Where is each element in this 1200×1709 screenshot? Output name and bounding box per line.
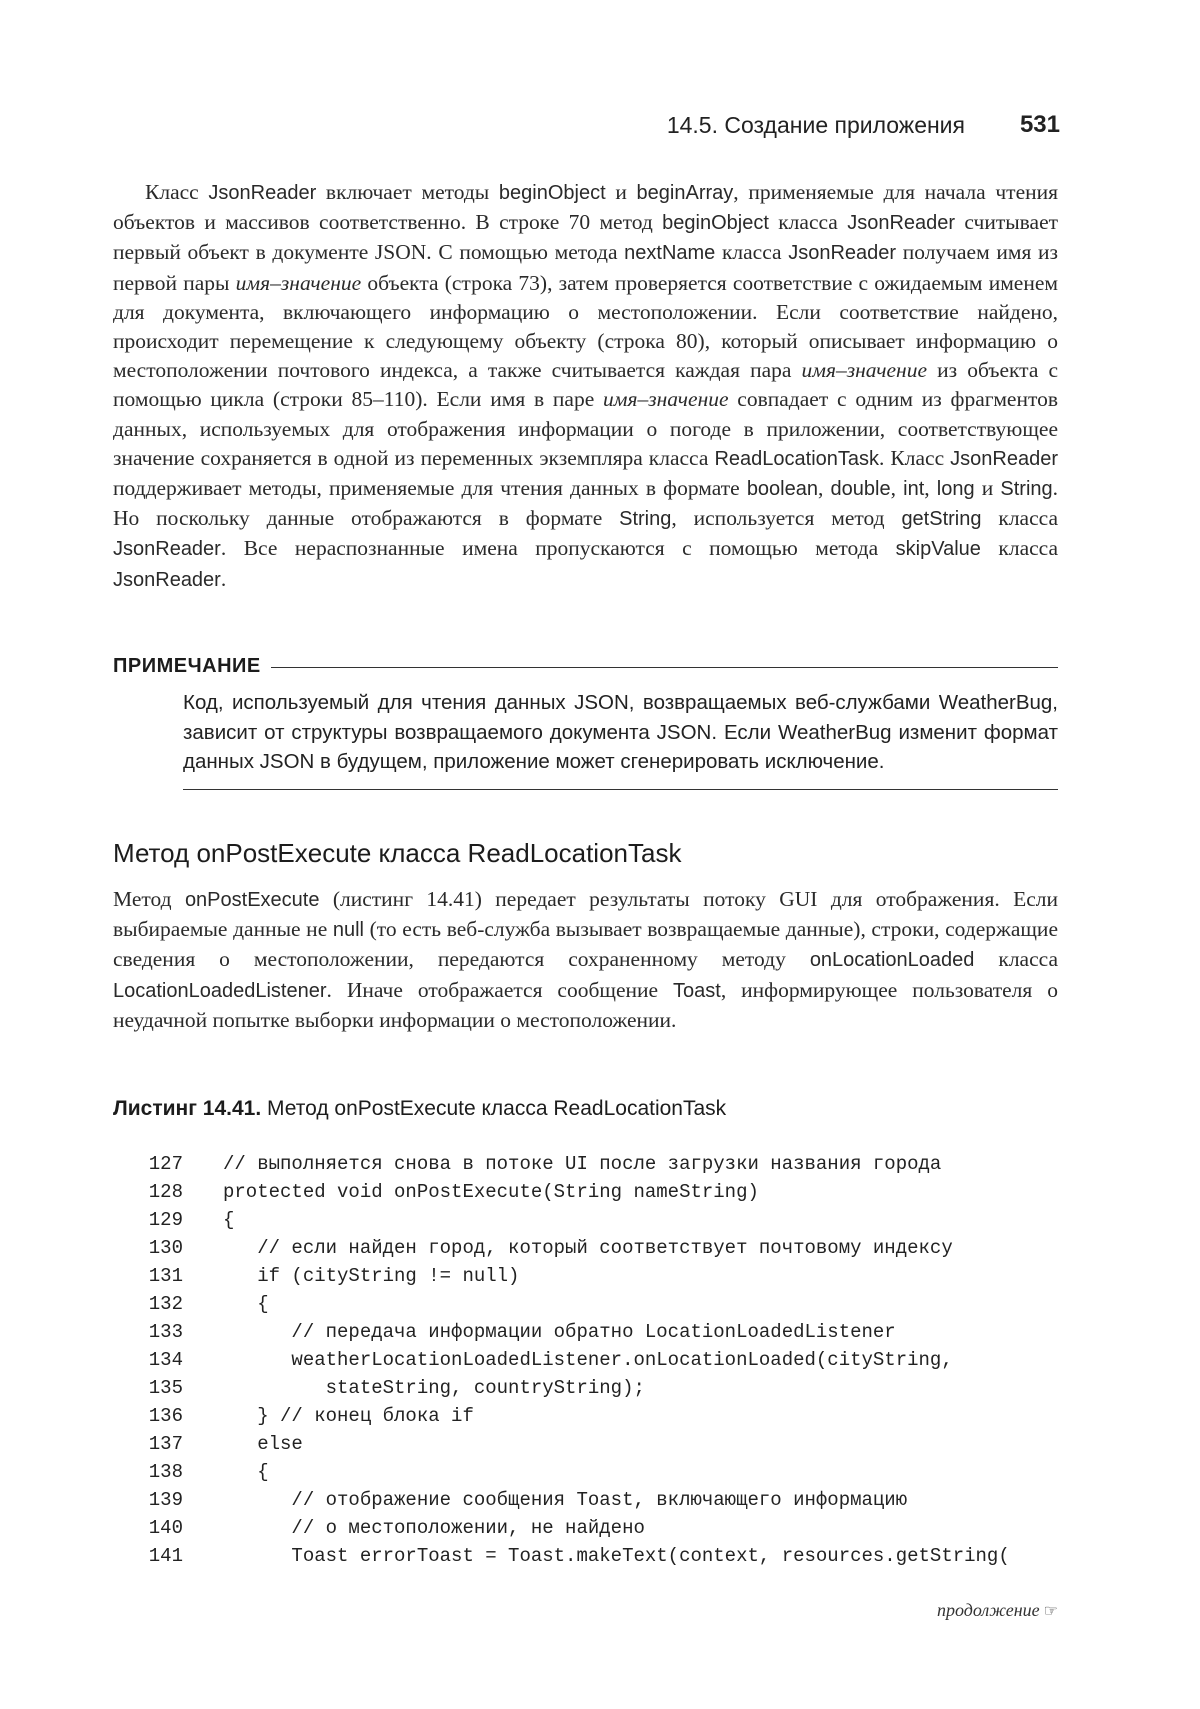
text-run: . Но поскольку данные отображаются в формате [113,476,1059,531]
code-text: weatherLocationLoadedListener.onLocationLoaded(cityString, [223,1349,953,1371]
code-text: { [223,1209,235,1231]
code-term: null [332,919,364,942]
code-text: Toast errorToast = Toast.makeText(context, resources.getString( [223,1545,1010,1567]
line-number: 141 [148,1545,183,1567]
text-run: , [890,476,904,501]
line-number: 138 [148,1461,183,1483]
text-run: включает методы [316,180,499,204]
text-run: . Иначе отображается сообщение [326,977,674,1002]
note-header [113,655,1058,678]
code-term: JsonReader [847,212,956,235]
code-line [113,1374,1063,1402]
code-term: int [903,478,925,501]
section-title: 14.5. Создание приложения [666,112,965,138]
line-number: 130 [148,1237,183,1259]
code-term: Toast [673,979,721,1002]
code-term: JsonReader [113,568,221,591]
code-line [113,1318,1063,1346]
text-run: и [974,476,1001,501]
code-line [113,1542,1063,1570]
code-term: double [830,478,891,501]
continued-label: продолжение [936,1600,1040,1620]
text-run: класса [981,506,1058,531]
note-box [113,655,1058,790]
code-term: onLocationLoaded [809,949,975,972]
code-listing [113,1150,1063,1570]
code-term: nextName [624,242,716,265]
code-term: long [936,478,975,501]
text-run: считывает первый объект в документе JSON. С помощью метода [113,210,1059,265]
line-number: 131 [148,1265,183,1287]
code-term: JsonReader [788,242,897,265]
note-text: Код, используемый для чтения данных JSON, возвращаемых веб-службами WeatherBug, зависит от структуры возвращаемого документа JSON. Если WeatherBug изменит формат данных JSON в будущем, приложение может сгенерировать исключение. [183,691,1058,773]
code-term: boolean [746,478,818,501]
code-term: skipValue [895,538,981,561]
line-number: 132 [148,1293,183,1315]
text-run: класса [980,536,1058,561]
code-text: { [223,1461,269,1483]
code-text: // отображение сообщения Toast, включающего информацию [223,1489,908,1511]
text-run: и [605,180,637,204]
code-line [113,1514,1063,1542]
text-run: Класс [145,180,209,204]
listing-label: Листинг 14.41. [113,1097,262,1120]
line-number: 128 [148,1181,183,1203]
paragraph-text [113,178,1058,595]
code-line [113,1430,1063,1458]
body-paragraph-2 [113,885,1058,1035]
text-run: Метод [113,887,185,911]
code-line [113,1206,1063,1234]
note-title: ПРИМЕЧАНИЕ [113,655,261,677]
code-term: JsonReader [208,182,317,204]
running-header [110,112,1060,152]
code-term: beginArray [636,182,734,204]
continued-note [937,1600,1058,1621]
emphasis: имя–значение [235,270,362,295]
text-run: из объекта с помощью цикла (строки 85–110). Если имя в паре [113,358,1059,412]
pointing-hand-icon: ☞ [1043,1603,1058,1620]
emphasis: имя–значение [603,387,729,412]
code-text: // передача информации обратно LocationLoadedListener [223,1321,896,1343]
line-number: 127 [148,1153,183,1175]
code-term: getString [901,508,982,531]
text-run: поддерживает методы, применяемые для чтения данных в формате [113,476,747,501]
text-run: класса [715,240,789,265]
body-paragraph-1 [113,178,1058,595]
code-line [113,1262,1063,1290]
code-line [113,1234,1063,1262]
code-text: if (cityString != null) [223,1265,520,1287]
text-run: совпадает с одним из фрагментов данных, используемых для отображения информации о погоде в приложении, соответствующее значение сохраняется в одной из переменных экземпляра класса [113,387,1058,470]
line-number: 129 [148,1209,183,1231]
text-run: класса [974,947,1058,972]
text-run: . Все нераспознанные имена пропускаются с помощью метода [220,536,896,561]
text-run: объекта (строка 73), затем проверяется соответствие с ожидаемым именем для документа, включающего информацию о местоположении. Если соответствие найдено, происходит перемещение к следующему объекту (строка 80), который описывает информацию о местоположении почтового индекса, а также считывается каждая пара [113,270,1059,383]
code-text: protected void onPostExecute(String nameString) [223,1181,759,1203]
text-run: , используется метод [671,506,902,531]
text-run: , информирующее пользователя о неудачной попытке выборки информации о местоположении. [113,977,1059,1032]
section-subheading: Метод onPostExecute класса ReadLocationTask [113,838,682,868]
code-term: onPostExecute [184,889,320,911]
line-number: 135 [148,1377,183,1399]
text-run: класса [768,210,848,235]
code-text: stateString, countryString); [223,1377,645,1399]
code-text: // выполняется снова в потоке UI после загрузки названия города [223,1153,942,1175]
code-term: JsonReader [113,538,221,561]
text-run: . Класс [879,445,951,470]
code-line [113,1290,1063,1318]
code-term: beginObject [498,182,606,204]
line-number: 133 [148,1321,183,1343]
listing-title: Метод onPostExecute класса ReadLocationTask [267,1097,727,1120]
note-rule-bottom [183,789,1058,790]
page-number: 531 [1019,111,1060,138]
code-text: // если найден город, который соответствует почтовому индексу [223,1237,953,1259]
code-line [113,1346,1063,1374]
line-number: 140 [148,1517,183,1539]
code-term: String [1000,478,1053,501]
code-text: else [223,1433,303,1455]
text-run: , применяемые для начала чтения объектов и массивов соответственно. В строке 70 метод [113,180,1059,235]
text-run: , [924,476,937,501]
code-term: ReadLocationTask [714,447,880,470]
text-run: (то есть веб-служба вызывает возвращаемые данные), строки, содержащие сведения о местоположении, передаются сохраненному методу [113,917,1058,972]
code-line [113,1402,1063,1430]
code-line [113,1178,1063,1206]
code-term: beginObject [662,212,769,235]
code-term: JsonReader [950,447,1059,470]
code-line [113,1486,1063,1514]
text-run: получаем имя из первой пары [113,240,1058,295]
code-term: String [619,508,672,531]
paragraph-text [113,885,1058,1035]
text-run: . [220,566,227,591]
line-number: 139 [148,1489,183,1511]
note-rule-top [271,667,1058,668]
line-number: 136 [148,1405,183,1427]
code-term: LocationLoadedListener [113,979,327,1002]
code-line [113,1150,1063,1178]
listing-caption [113,1097,726,1121]
line-number: 137 [148,1433,183,1455]
text-run: (листинг 14.41) передает результаты потоку GUI для отображения. Если выбираемые данные не [113,887,1058,942]
line-number: 134 [148,1349,183,1371]
code-text: { [223,1293,269,1315]
code-text: // о местоположении, не найдено [223,1517,645,1539]
code-line [113,1458,1063,1486]
text-run: , [818,476,831,501]
code-text: } // конец блока if [223,1405,474,1427]
emphasis: имя–значение [801,358,928,383]
